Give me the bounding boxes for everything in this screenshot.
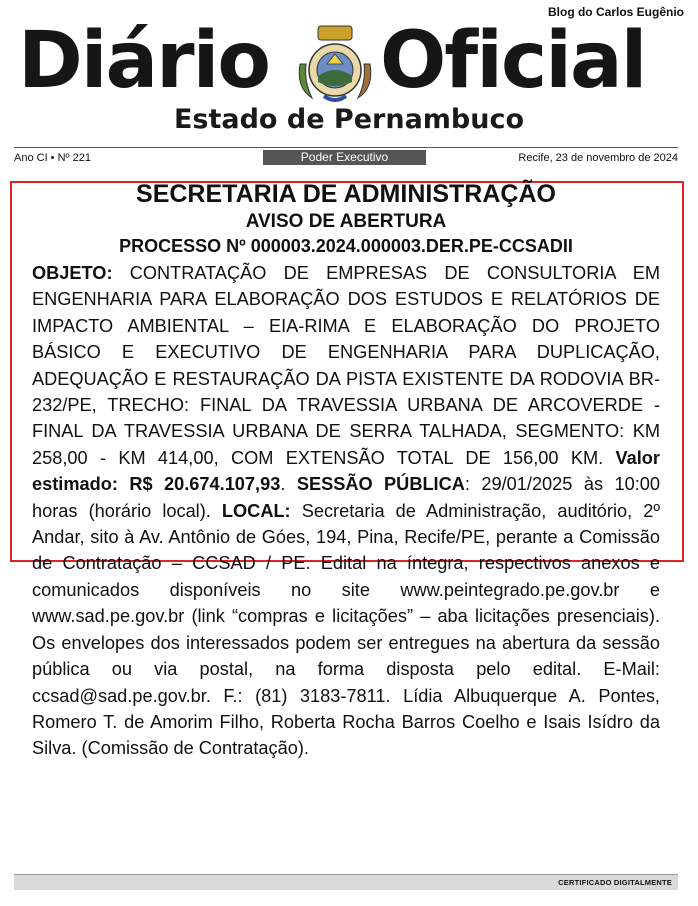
separator: . (280, 474, 297, 495)
object-text: CONTRATAÇÃO DE EMPRESAS DE CONSULTORIA EM ENGENHARIA PARA ELABORAÇÃO DOS ESTUDOS E RELATÓRIOS DE IMPACTO AMBIENTAL – EIA-RIMA E ELABORAÇÃO DO PROJETO BÁSICO E EXECUTIVO DE ENGENHARIA PARA DUPLICAÇÃO, ADEQUAÇÃO E RESTAURAÇÃO DA PISTA EXISTENTE DA RODOVIA BR-232/PE, TRECHO: FINAL DA TRAVESSIA URBANA DE ARCOVERDE - FINAL DA TRAVESSIA URBANA DE SERRA TALHADA, SEGMENTO: KM 258,00 - KM 414,00, COM EXTENSÃO TOTAL DE 156,00 KM. (32, 263, 660, 468)
notice-article (32, 178, 660, 762)
process-number: PROCESSO Nº 000003.2024.000003.DER.PE-CCSADII (119, 236, 573, 256)
issue-date: Recife, 23 de novembro de 2024 (518, 152, 678, 164)
info-bar (14, 150, 678, 166)
object-label: OBJETO: (32, 263, 113, 283)
edition-number: Ano CI • Nº 221 (14, 152, 91, 164)
masthead-title-left: Diário (18, 16, 269, 106)
masthead (0, 18, 698, 104)
notice-heading: AVISO DE ABERTURA (245, 211, 447, 232)
watermark-text: Blog do Carlos Eugênio (547, 5, 684, 19)
divider (14, 147, 678, 148)
location-label: LOCAL: (221, 500, 291, 521)
estimated-value: Valor estimado: R$ 20.674.107,93 (32, 447, 660, 495)
notice-body (32, 260, 660, 762)
masthead-subtitle: Estado de Pernambuco (173, 104, 525, 135)
certified-label: CERTIFICADO DIGITALMENTE (558, 878, 672, 887)
session-label: SESSÃO PÚBLICA (296, 474, 465, 495)
agency-heading: SECRETARIA DE ADMINISTRAÇÃO (136, 180, 556, 208)
masthead-title-right: Oficial (380, 16, 646, 106)
footer-bar (14, 874, 678, 890)
branch-label: Poder Executivo (263, 150, 426, 165)
pernambuco-coat-of-arms-icon (294, 24, 376, 106)
location-text: Secretaria de Administração, auditório, 2º Andar, sito à Av. Antônio de Góes, 194, Pina, Recife/PE, perante a Comissão de Contratação – CCSAD / PE. Edital na íntegra, respectivos anexos e comunicados disponíveis no site www.peintegrado.pe.gov.br e www.sad.pe.gov.br (link “compras e licitações” – aba licitações presenciais). Os envelopes dos interessados podem ser entregues na abertura da sessão pública ou via postal, na forma disposta pelo edital. E-Mail: ccsad@sad.pe.gov.br. F.: (81) 3183-7811. Lídia Albuquerque A. Pontes, Romero T. de Amorim Filho, Roberta Rocha Barros Coelho e Isais Isídro da Silva. (Comissão de Contratação). (32, 500, 660, 759)
session-text: : 29/01/2025 às 10:00 horas (horário local). (32, 474, 660, 521)
